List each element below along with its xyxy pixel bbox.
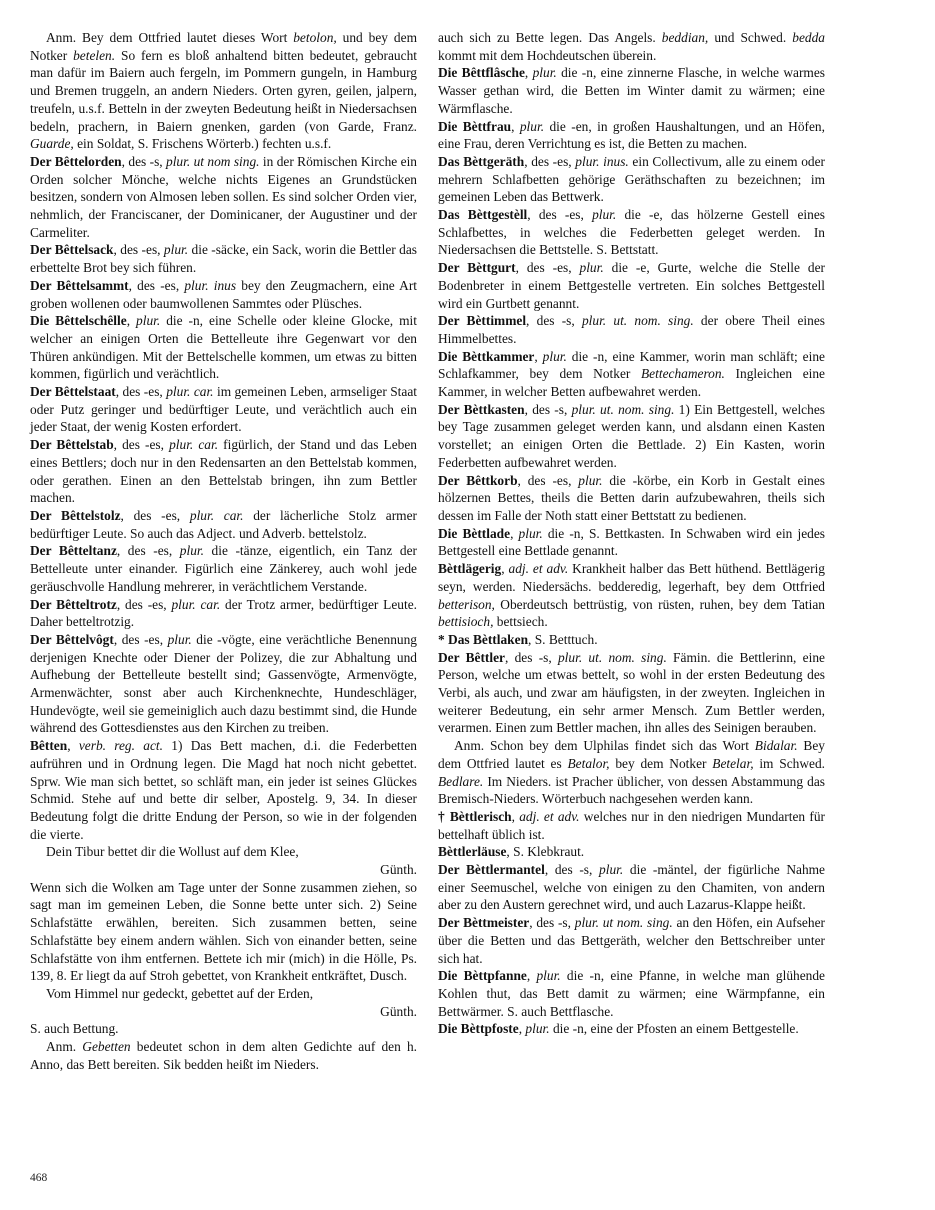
entry-bettflasche: Die Bêttflâsche, plur. die -n, eine zinnerne Flasche, in welche warmes Wasser gethan wird, die Betten im Winter damit zu wärmen; eine Wärmflasche. <box>438 65 825 116</box>
headword: Der Bêttelsack <box>30 242 114 258</box>
headword: Der Bêttkorb <box>438 472 518 488</box>
headword: Die Bèttfrau <box>438 118 512 134</box>
entry-bettlade: Die Bèttlade, plur. die -n, S. Bettkasten. In Schwaben wird ein jedes Bettgestell eine Bettlade genannt. <box>438 525 826 559</box>
headword: Der Bêttelstaat <box>30 384 116 400</box>
entry-bettelsack: Der Bêttelsack, des -es, plur. die -säcke, ein Sack, worin die Bettler das erbettelte Brot bey sich führen. <box>30 242 418 276</box>
headword: Der Bèttmeister <box>438 915 530 931</box>
entry-bettelsammt: Der Bêttelsammt, des -es, plur. inus bey den Zeugmachern, eine Art groben wollenen oder baumwollenen Sammtes oder Plüsches. <box>30 277 418 311</box>
headword: Der Bêttelstolz <box>30 507 121 523</box>
entry-see-also: S. auch Bettung. <box>30 1021 119 1037</box>
entry-bettelstaat: Der Bêttelstaat, des -es, plur. car. im gemeinen Leben, armseliger Staat oder Putz geringer und bedürftiger Leute, und verächtlich auch ein jeder Staat, der wenig Kosten erfordert. <box>30 384 418 435</box>
quote-source: Günth. <box>380 862 417 878</box>
entry-betteltrotz: Der Bêtteltrotz, des -es, plur. car. der Trotz armer, bedürftiger Leute. Daher betteltrotzig. <box>30 596 417 630</box>
entry-bettelstolz: Der Bêttelstolz, des -es, plur. car. der lächerliche Stolz armer bedürftiger Leute. So auch das Adject. und Adverb. bettelstolz. <box>30 507 417 541</box>
headword: Die Bèttpfoste <box>438 1021 519 1037</box>
headword: Die Bèttpfanne <box>438 968 527 984</box>
entry-betten-cont: Wenn sich die Wolken am Tage unter der Sonne zusammen ziehen, so sagt man im gemeinen Leben, die Sonne bette unter sich. 2) Seine Schlafstätte erwählen, bereiten. Sich zusammen betten, seine Schlafstätte bey einem andern wählen. Sich von einander betten, seine Schlafstätte von ihm entfernen. Bettete ich mir (mich) in die Hölle, Ps. 139, 8. Er liegt da auf Stroh gebettet, von Krankheit entkräftet, Dusch. <box>30 879 417 984</box>
page-number: 468 <box>30 1172 48 1184</box>
entry-bettgestell: Das Bèttgestèll, des -es, plur. die -e, das hölzerne Gestell eines Schlafbettes, in welches die Federbetten geleget werden. In Niedersachsen die Bettstelle. S. Bettstatt. <box>438 207 825 258</box>
entry-bettelschelle: Die Bêttelschêlle, plur. die -n, eine Schelle oder kleine Glocke, mit welcher an einigen Orten die Bettelleute ihre Gegenwart vor den Thüren ankündigen. Mit der Bettelschelle kommen, um etwas zu bitten kommen, figürlich und verächtlich. <box>30 313 417 382</box>
entry-bettelorden: Der Bêttelorden, des -s, plur. ut nom sing. in der Römischen Kirche ein Orden solcher Mönche, welche nichts Eigenes an Grundstücken besitzen, sondern von Almosen leben sollen. Es sind solcher Orden vier, nehmlich, der Franciscaner, der Dominicaner, der Augustiner und der Carmeliter. <box>30 153 417 240</box>
headword: Bêtten <box>30 738 68 754</box>
entry-bettgurt: Der Bèttgurt, des -es, plur. die -e, Gurte, welche die Stelle der Bodenbreter in einem Bettgestelle vertreten. Ein solches Bettgestell wird ein Gurtbett genannt. <box>438 260 825 311</box>
entry-betten: Bêtten, verb. reg. act. 1) Das Bett machen, d.i. die Federbetten aufrühren und in Ordnung legen. Die Magd hat noch nicht gebettet. Sprw. Wie man sich bettet, so schläft man, ein jeder ist seines Glückes Schmid. Stehe auf und bette dir selber, Apostelg. 9, 34. In dieser Bedeutung folgt die dritte Endung der Person, so wie in der folgenden die vierte. <box>30 738 418 842</box>
entry-note-bettler: Anm. Schon bey dem Ulphilas findet sich das Wort Bidalar. Bey dem Ottfried lautet es Betalor, bey dem Notker Betelar, im Schwed. Bedlare. Im Nieders. ist Pracher üblicher, von dessen Abstammung das Bremisch-Nieders. Wörterbuch nachgesehen werden kann. <box>438 738 826 807</box>
headword: Der Bèttimmel <box>438 313 527 329</box>
entry-bettkasten: Der Bèttkasten, des -s, plur. ut. nom. sing. 1) Ein Bettgestell, welches bey Tage zusammen geleget werden kann, und alsdann einen Kasten vorstellet; an einigen Orten die Bettlade. 2) Ein Kasten, worin Federbetten aufbewahret werden. <box>438 401 825 470</box>
entry-bettgerath: Das Bèttgeräth, des -es, plur. inus. ein Collectivum, alle zu einem oder mehrern Schlafbetten gehörige Geräthschaften zu bezeichnen; im gemeinen Leben das Bettwerk. <box>438 153 825 205</box>
entry-note-betten-cont: auch sich zu Bette legen. Das Angels. beddian, und Schwed. bedda kommt mit dem Hochdeutschen überein. <box>438 30 825 63</box>
entry-betteltanz: Der Bêtteltanz, des -es, plur. die -tänze, eigentlich, ein Tanz der Bettelleute unter einander. Figürlich eine Zänkerey, auch wohl jede geräuschvolle Handlung mehrerer, in verächtlichem Verstande. <box>30 543 418 594</box>
entry-bettlerisch: † Bèttlerisch, adj. et adv. welches nur in den niedrigen Mundarten für bettelhaft üblich ist. <box>438 808 825 842</box>
quote-line: Dein Tibur bettet dir die Wollust auf dem Klee, <box>46 844 299 860</box>
headword: Der Bèttgurt <box>438 260 516 276</box>
headword: Der Bêtteltanz <box>30 543 117 559</box>
entry-bettler: Der Bêttler, des -s, plur. ut. nom. sing. Fämin. die Bettlerinn, eine Person, welche um etwas bettelt, so wohl in der ersten Bedeutung des Verbi, als auch, und zwar am häufigsten, in der zweyten. Ingleichen in weiterer Bedeutung, ein sehr armer Mensch. Zum Bettler werden, verarmen. Einen zum Bettler machen, ihn alles des Seinigen berauben. <box>438 649 825 736</box>
entry-bettelstab: Der Bêttelstab, des -es, plur. car. figürlich, der Stand und das Leben eines Bettlers; doch nur in den Redensarten an den Bettelstab kommen, oder gerathen. Einen an den Bettelstab bringen, ihn zum Bettler machen. <box>30 437 417 506</box>
headword: Die Bèttlade <box>438 525 511 541</box>
headword: Die Bèttkammer <box>438 348 535 364</box>
quote-line: Vom Himmel nur gedeckt, gebettet auf der Erden, <box>46 985 314 1001</box>
quote-source: Günth. <box>380 1003 417 1019</box>
entry-note-betten: Anm. Gebetten bedeutet schon in dem alten Gedichte auf den h. Anno, das Bett bereiten. Sik bedden heißt im Nieders. <box>30 1039 417 1072</box>
entry-bettkorb: Der Bêttkorb, des -es, plur. die -körbe, ein Korb in Gestalt eines hölzernen Bettes, theils die Betten darin aufzubewahren, theils sich dessen im Falle der Noth statt einer Bettstatt zu bedienen. <box>438 472 825 523</box>
headword: Der Bêttelvôgt <box>30 631 114 647</box>
headword: Der Bêttelstab <box>30 437 114 453</box>
entry-betthimmel: Der Bèttimmel, des -s, plur. ut. nom. sing. der obere Theil eines Himmelbettes. <box>438 313 825 346</box>
entry-bettelvogt: Der Bêttelvôgt, des -es, plur. die -vögte, eine verächtliche Benennung derjenigen Knechte oder Diener der Polizey, die zur Abhaltung und Aufhebung der Bettelleute bestellt sind; Gassenvögte, Armenvögte, Armenwächter, sonst aber auch Kirchenknechte, Hundeschläger, Hundevögte, weil sie gemeiniglich auch dazu bestimmt sind, die Hunde während des Gottesdienstes aus den Kirchen zu treiben. <box>30 631 418 736</box>
entry-bettpfanne: Die Bèttpfanne, plur. die -n, eine Pfanne, in welche man glühende Kohlen thut, das Bett damit zu wärmen; eine Wärmpfanne, ein Bettwärmer. S. auch Bettflasche. <box>438 968 825 1019</box>
headword: * Das Bèttlaken <box>438 631 529 647</box>
entry-bettfrau: Die Bèttfrau, plur. die -en, in großen Haushaltungen, und an Höfen, eine Frau, deren Verrichtung es ist, die Betten zu machen. <box>438 118 825 152</box>
headword: Die Bêttflâsche <box>438 65 525 81</box>
entry-bettkammer: Die Bèttkammer, plur. die -n, eine Kammer, worin man schläft; eine Schlafkammer, bey dem Notker Bettechameron. Ingleichen eine Kammer, in welcher Betten aufbewahret werden. <box>438 348 825 400</box>
headword: Das Bèttgestèll <box>438 207 528 223</box>
entry-bettlaken: * Das Bèttlaken, S. Betttuch. <box>438 631 598 647</box>
entry-bettlagerig: Bèttlägerig, adj. et adv. Krankheit halber das Bett hüthend. Bettlägerig seyn, werden. Niedersächs. bedderedig, legerhaft, bey dem Ottfried betterison, Oberdeutsch bettrüstig, von rüsten, ruhen, bey dem Tatian bettisioch, bettsiech. <box>438 561 826 630</box>
headword: Die Bêttelschêlle <box>30 313 127 329</box>
headword: † Bèttlerisch <box>438 808 512 824</box>
headword: Der Bêttelsammt <box>30 277 129 293</box>
right-column <box>438 29 825 1038</box>
headword: Bèttlägerig <box>438 561 502 577</box>
headword: Der Bêttler <box>438 649 505 665</box>
headword: Der Bêtteltrotz <box>30 596 117 612</box>
entry-bettpfoste: Die Bèttpfoste, plur. die -n, eine der Pfosten an einem Bettgestelle. <box>438 1021 799 1037</box>
entry-bettlermantel: Der Bèttlermantel, des -s, plur. die -mäntel, der figürliche Nahme einer Seemuschel, welche von einigen zu den Chamiten, von andern aber zu den Austern gerechnet wird, und auch Lazarus-Klappe heißt. <box>438 862 826 913</box>
entry-note-betteln: Anm. Bey dem Ottfried lautet dieses Wort betolon, und bey dem Notker betelen. So fern es bloß anhaltend bitten bedeutet, gebraucht man dafür im Baiern auch fergeln, im Pommern gungeln, in Hamburg und Bremen truggeln, an andern Nieders. Orten gyren, geilen, jalpern, treufeln, u.s.f. Betteln in der zweyten Bedeutung heißt in Niedersachsen bedeln, prachern, in Baiern gnenken, garden (von Garde, Franz. Guarde, ein Soldat, S. Frischens Wörterb.) fechten u.s.f. <box>30 30 417 152</box>
headword: Das Bèttgeräth <box>438 153 525 169</box>
headword: Der Bêttelorden <box>30 153 122 169</box>
headword: Der Bèttkasten <box>438 401 525 417</box>
entry-bettmeister: Der Bèttmeister, des -s, plur. ut nom. sing. an den Höfen, ein Aufseher über die Betten und das Bettgeräth, welcher den Bettschreiber unter sich hat. <box>438 915 825 966</box>
entry-bettlerlause: Bèttlerläuse, S. Klebkraut. <box>438 844 585 860</box>
headword: Bèttlerläuse <box>438 844 507 860</box>
left-column <box>30 29 417 1073</box>
headword: Der Bèttlermantel <box>438 862 545 878</box>
